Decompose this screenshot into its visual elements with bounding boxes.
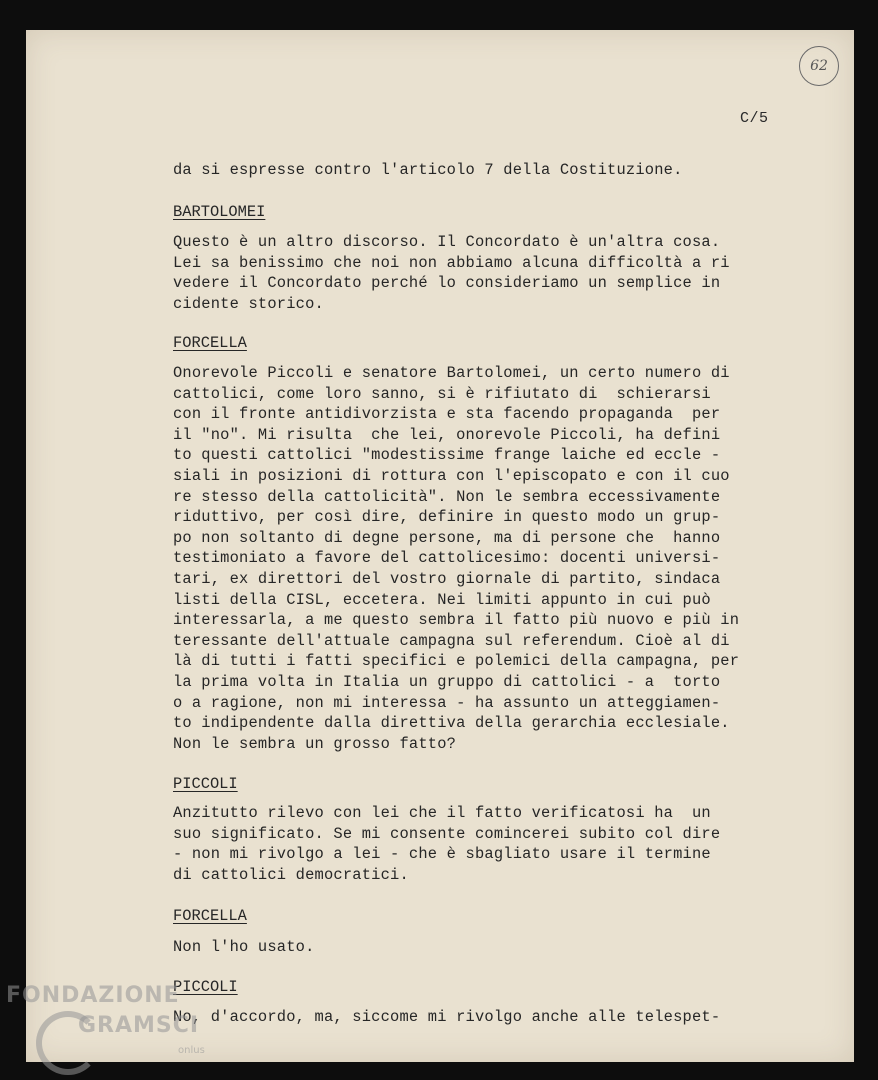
watermark-line3: onlus [178,1045,205,1056]
speaker-forcella: FORCELLA [173,334,247,352]
fondazione-gramsci-watermark [6,983,206,1073]
speaker-forcella-2: FORCELLA [173,907,247,925]
page-number-stamp [799,46,839,86]
paragraph-piccoli-answer: Anzitutto rilevo con lei che il fatto verificatosi ha un suo significato. Se mi consente comincerei subito col dire - non mi rivolgo a lei - che è sbagliato usare il termine di cattolici democratici. [173,804,721,884]
paragraph-forcella-reply: Non l'ho usato. [173,938,315,956]
paragraph-piccoli-continuation: No, d'accordo, ma, siccome mi rivolgo anche alle telespet- [173,1008,721,1026]
paragraph-bartolomei: Questo è un altro discorso. Il Concordato è un'altra cosa. Lei sa benissimo che noi non abbiamo alcuna difficoltà a ri vedere il Concordato perché lo consideriamo un semplice in cidente storico. [173,233,730,313]
watermark-line1: FONDAZIONE [6,983,180,1008]
speaker-piccoli-2: PICCOLI [173,978,238,996]
paragraph-forcella-question: Onorevole Piccoli e senatore Bartolomei, un certo numero di cattolici, come loro sanno, si è rifiutato di schierarsi con il fronte antidivorzista e sta facendo propaganda per il "no". Mi risulta che lei, onorevole Piccoli, ha defini to questi cattolici "modestissime frange laiche ed eccle - siali in posizioni di rottura con l'episcopato e con il cuo re stesso della cattolicità". Non le sembra eccessivamente riduttivo, per così dire, definire in questo modo un grup- po non soltanto di degne persone, ma di persone che hanno testimoniato a favore del cattolicesimo: docenti universi- tari, ex direttori del vostro giornale di partito, sindaca listi della CISL, eccetera. Nei limiti appunto in cui può interessarla, a me questo sembra il fatto più nuovo e più in teressante dell'attuale campagna sul referendum. Cioè al di là di tutti i fatti specifici e polemici della campagna, per la prima volta in Italia un gruppo di cattolici - a torto o a ragione, non mi interessa - ha assunto un atteggiamen- to indipendente dalla direttiva della gerarchia ecclesiale. Non le sembra un grosso fatto? [173,364,740,753]
speaker-bartolomei: BARTOLOMEI [173,203,266,221]
stamp-number: 62 [810,58,828,74]
watermark-line2: GRAMSCI [78,1013,200,1038]
speaker-piccoli: PICCOLI [173,775,238,793]
paragraph-intro: da si espresse contro l'articolo 7 della Costituzione. [173,161,683,179]
page-reference: C/5 [740,110,769,127]
